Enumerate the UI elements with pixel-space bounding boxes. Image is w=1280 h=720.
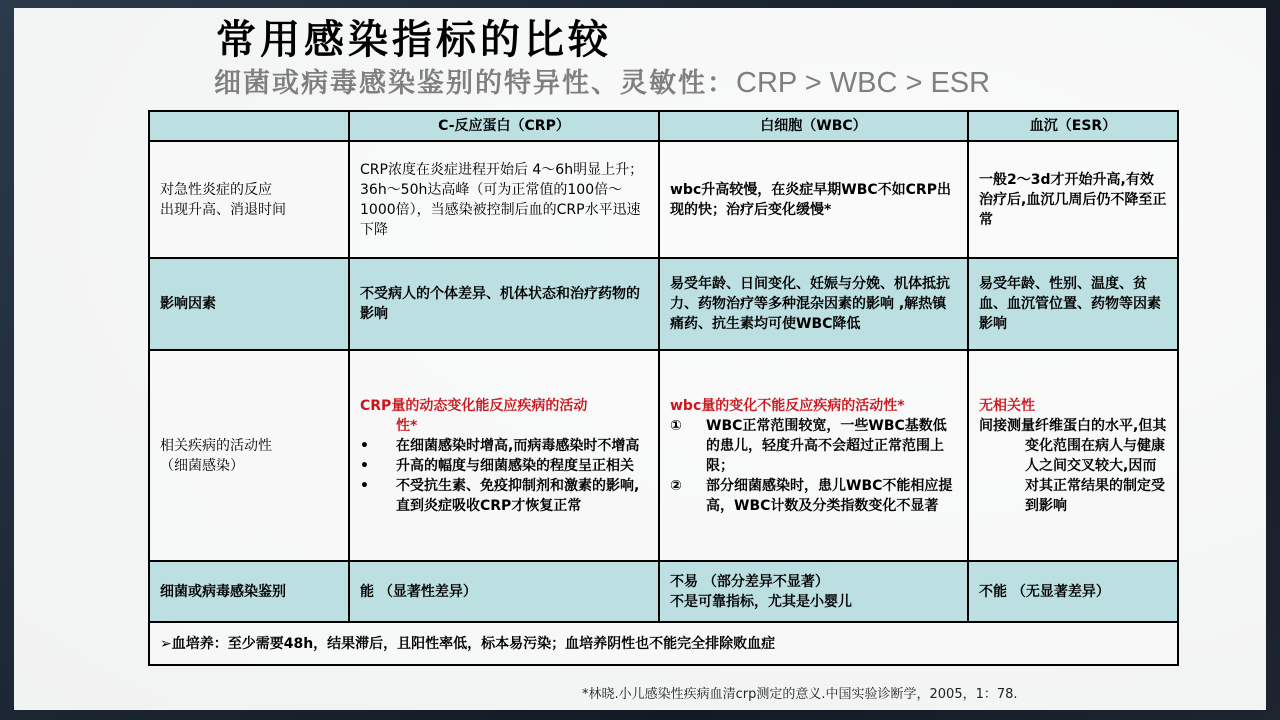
bullet-icon: • — [360, 437, 369, 454]
cell-esr: 一般2～3d才开始升高,有效治疗后,血沉几周后仍不降至正常 — [968, 141, 1178, 258]
subtitle-chinese: 细菌或病毒感染鉴别的特异性、灵敏性： — [214, 68, 736, 99]
esr-activity-text: 间接测量纤维蛋白的水平,但其变化范围在病人与健康人之间交叉较大,因而对其正常结果的制定受到影响 — [979, 417, 1167, 514]
item-text: WBC正常范围较宽，一些WBC基数低的患儿，轻度升高不会超过正常范围上限； — [706, 417, 947, 474]
wbc-activity-heading: wbc量的变化不能反应疾病的活动性* — [670, 397, 905, 414]
header-cell-esr: 血沉（ESR） — [968, 111, 1178, 141]
list-item — [360, 456, 648, 476]
list-item — [360, 476, 648, 516]
cell-wbc — [659, 350, 968, 561]
row-label — [149, 561, 349, 622]
crp-activity-heading-cont: 性* — [396, 417, 418, 434]
bullet-icon: • — [360, 457, 369, 474]
table-footer-row — [149, 622, 1178, 665]
cell-line: 不是可靠指标，尤其是小婴儿 — [670, 593, 852, 610]
cell-crp: 不受病人的个体差异、机体状态和治疗药物的影响 — [349, 258, 659, 350]
cell-wbc: wbc升高较慢，在炎症早期WBC不如CRP出现的快；治疗后变化缓慢* — [659, 141, 968, 258]
cell-esr: 易受年龄、性别、温度、贫血、血沉管位置、药物等因素影响 — [968, 258, 1178, 350]
slide-panel — [14, 8, 1266, 710]
slide-title: 常用感染指标的比较 — [216, 17, 612, 63]
cell-crp: CRP浓度在炎症进程开始后 4～6h明显上升；36h～50h达高峰（可为正常值的100倍～1000倍），当感染被控制后血的CRP水平迅速下降 — [349, 141, 659, 258]
cell-esr — [968, 350, 1178, 561]
circled-number-icon: ① — [670, 417, 682, 434]
crp-activity-heading: CRP量的动态变化能反应疾病的活动 — [360, 397, 588, 414]
cell-crp — [349, 350, 659, 561]
comparison-table — [148, 110, 1179, 666]
list-item — [670, 476, 957, 516]
header-cell-crp: C-反应蛋白（CRP） — [349, 111, 659, 141]
row-label-line: 相关疾病的活动性 — [160, 437, 272, 454]
row-label-line: （细菌感染） — [160, 457, 244, 474]
header-cell-empty — [149, 111, 349, 141]
table-row-influencing-factors — [149, 258, 1178, 350]
row-label-line: 出现升高、消退时间 — [160, 201, 286, 218]
table-row-differentiation — [149, 561, 1178, 622]
row-label — [149, 258, 349, 350]
blood-culture-note — [149, 622, 1178, 665]
bullet-text: 升高的幅度与细菌感染的程度呈正相关 — [396, 457, 634, 474]
list-item — [670, 416, 957, 476]
row-label — [149, 350, 349, 561]
esr-activity-heading: 无相关性 — [979, 397, 1035, 414]
header-cell-wbc: 白细胞（WBC） — [659, 111, 968, 141]
cell-line: 不易 （部分差异不显著） — [670, 573, 829, 590]
cell-esr: 不能 （无显著差异） — [968, 561, 1178, 622]
cell-wbc: 易受年龄、日间变化、妊娠与分娩、机体抵抗力、药物治疗等多种混杂因素的影响 ,解热镇痛药、抗生素均可使WBC降低 — [659, 258, 968, 350]
bullet-text: 不受抗生素、免疫抑制剂和激素的影响,直到炎症吸收CRP才恢复正常 — [396, 477, 640, 514]
blood-culture-text: 血培养：至少需要48h，结果滞后，且阳性率低，标本易污染；血培养阴性也不能完全排除败血症 — [171, 635, 776, 652]
reference-footnote: *林晓.小儿感染性疾病血清crp测定的意义.中国实验诊断学，2005，1：78. — [582, 687, 1018, 702]
arrow-bullet-icon: ➢ — [160, 635, 172, 652]
subtitle-ranking: CRP > WBC > ESR — [736, 67, 991, 99]
slide-subtitle — [214, 65, 990, 102]
row-label-line: 细菌或病毒感染鉴别 — [160, 583, 286, 600]
bullet-icon: • — [360, 477, 369, 494]
row-label — [149, 141, 349, 258]
circled-number-icon: ② — [670, 477, 682, 494]
cell-crp: 能 （显著性差异） — [349, 561, 659, 622]
table-row-acute-response — [149, 141, 1178, 258]
row-label-line: 影响因素 — [160, 296, 216, 312]
cell-wbc — [659, 561, 968, 622]
list-item — [360, 436, 648, 456]
table-row-disease-activity — [149, 350, 1178, 561]
item-text: 部分细菌感染时，患儿WBC不能相应提高，WBC计数及分类指数变化不显著 — [706, 477, 953, 514]
row-label-line: 对急性炎症的反应 — [160, 181, 272, 198]
bullet-text: 在细菌感染时增高,而病毒感染时不增高 — [396, 437, 640, 454]
table-header-row — [149, 111, 1178, 141]
